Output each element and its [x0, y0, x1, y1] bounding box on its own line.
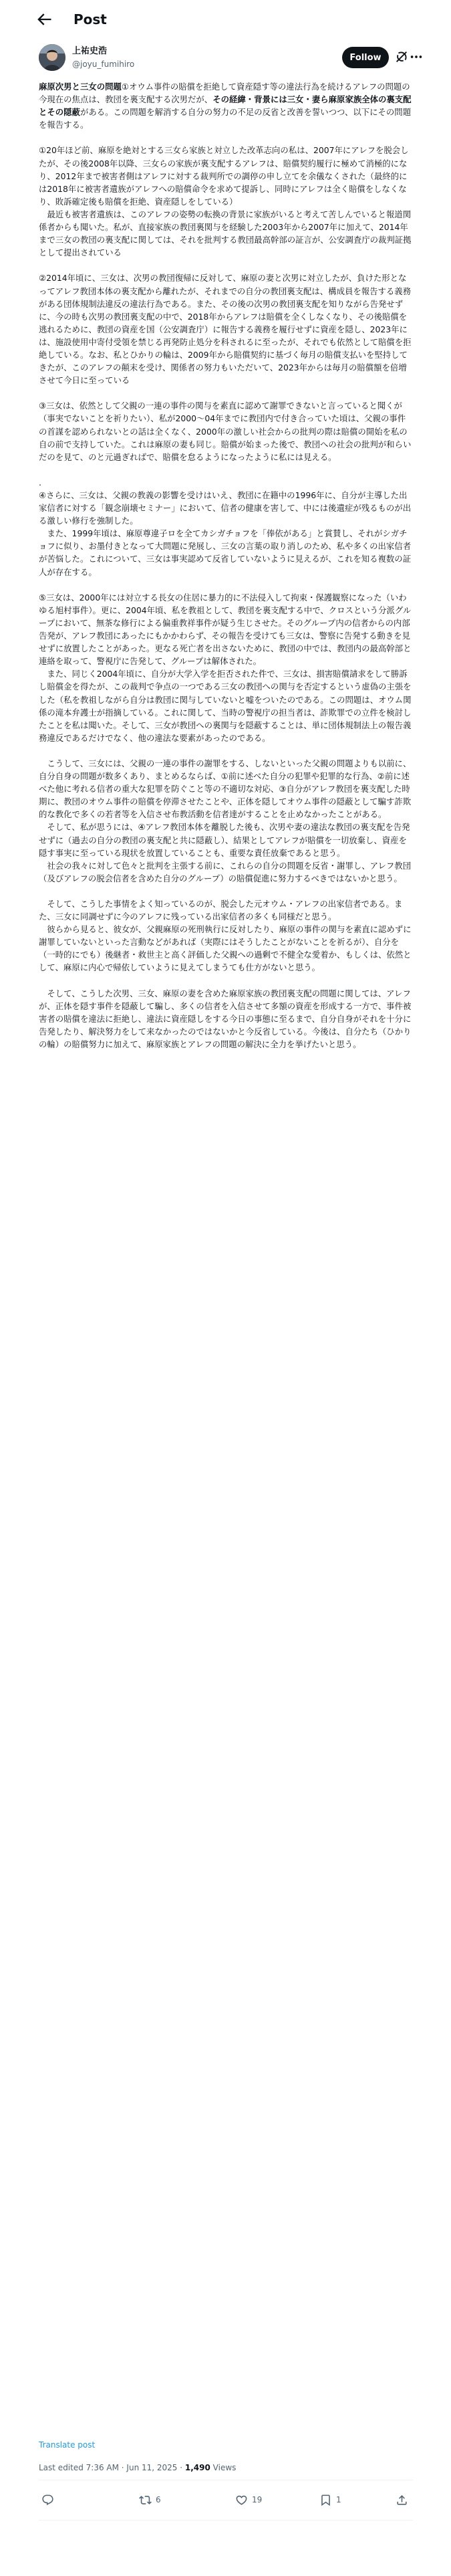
- translate-post-link[interactable]: Translate post: [39, 2440, 96, 2450]
- share-icon: [396, 2494, 408, 2506]
- post-text-segment: そして、こうした事情をよく知っているのが、脱会した元オウム・アレフの出家信者である。また、三女に同調せずに今のアレフに残っている出家信者の多くも同様だと思う。: [39, 899, 403, 922]
- back-arrow-icon[interactable]: [35, 10, 53, 29]
- paragraph-spacer: [39, 463, 413, 476]
- repost-count: 6: [156, 2495, 161, 2504]
- repost-icon: [139, 2494, 152, 2506]
- post-paragraph: [39, 476, 413, 489]
- post-text-segment: 社会の我々に対して色々と批判を主張する前に、これらの自分の問題を反省・謝罪し、アレフ教団（及びアレフの脱会信者を含めた自分のグループ）の賠償促進に努力するべきではないかと思う。: [39, 860, 412, 883]
- post-text-segment: 彼らから見ると、彼女が、父親麻原の死刑執行に反対したり、麻原の事件の関与を素直に認めずに謝罪していないといった言動などがあれば（実際にはそうしたことがないことを祈るが）、自分を（一時的にでも）後継者・救世主と高く評価した父親への過剰で不健全な愛着か、もしくは、依然として、麻原に内心で帰依していように見えてしまうても仕方がないと思う。: [39, 924, 412, 973]
- post-text-segment: ①オウム事件の賠償を拒絶して資産隠す等の違法行為を続けるアレフの問題の今現在の焦点は、教団を裏支配する次男だが、: [39, 82, 410, 105]
- post-text-segment: また、1999年頃は、麻原尊違子ロを全てカシガチョフを「俸依がある」と賞賛し、それがシガチョフに似り、お墨付きとなって大問題に発展し、三女の言葉の取り消しのため、私や多くの出家信者が苦悩した。これについて、三女は事実認めて反省していないように見えるが、これを知る複数の証人が存在する。: [39, 528, 412, 577]
- paragraph-spacer: [39, 974, 413, 987]
- paragraph-spacer: [39, 578, 413, 591]
- post-paragraph: [39, 399, 413, 463]
- bookmark-icon: [319, 2494, 332, 2506]
- post-paragraph: [39, 272, 413, 387]
- post-paragraph: [39, 591, 413, 668]
- post-paragraph: [39, 897, 413, 923]
- post-text-segment: ③三女は、依然として父親の一連の事件の関与を素直に認めて謝罪できないと言っていると聞くが（事実でないことを祈りたい）、私が2000〜04年までに教団内で付き合っていた頃は、父親の事件の首謀を認められないとの話は全くなく、2000年の激しい社会からの批判の際は賠償の開始を私の自の前で支持していた。これは麻原の妻も同じ。賠償が始まった後で、教団への社会の批判が和らいだのを見て、のと元過ぎればで、賠償を怠るようになったように私には見える。: [39, 401, 412, 462]
- meta-separator: ·: [177, 2463, 185, 2472]
- post-text-segment: ④さらに、三女は、父親の教義の影響を受けはいえ、教団に在籍中の1996年に、自分が主導した出家信者に対する「観念崩壊セミナー」において、信者の健康を害して、中には後遺症が残るものが出る激しい修行を強制した。: [39, 490, 412, 526]
- post-text-segment: .: [39, 477, 41, 488]
- more-icon[interactable]: [409, 49, 425, 66]
- post-text-segment: また、同じく2004年頃に、自分が大学入学を拒否された件で、三女は、損害賠償請求をして勝訴し賠償金を得たが、この裁判で争点の一つである三女の教団への関与を否定するという虚偽の主張をした（私を教祖しながら自分は教団に関与していないと嘘をついたのである。この問題は、オウム関係の滝本弁護士が指摘している。これに関して、当時の警視庁の担当者は、詐欺罪での立件を検討したことを私は聞いた。そして、三女が教団への裏関与を隠蔽することは、単に団体規制法上の報告義務違反であるだけでなく、他の違法な要素があったのである。: [39, 669, 412, 743]
- post-paragraph: [39, 821, 413, 859]
- author-row: [39, 44, 413, 74]
- top-bar: [0, 0, 451, 39]
- post-paragraph: [39, 667, 413, 744]
- post-text-segment: ⑤三女は、2000年には対立する長女の住居に暴力的に不法侵入して拘束・保護観察になった（いわゆる旭村事件）。更に、2004年頃、私を教祖として、教団を裏支配する中で、クロスという分派グループにおいて、無茶な修行による偏重教祥事件が疑う生じさせた。そのグループ内の信者からの内部告発が、アレフ教団にあったにもかかわらず、その報告を受けても三女は、警察に告発する動きを見せずに放置したことがあった。更なる死亡者を出さないために、教団の中では、教団内の最高幹部と連絡を取って、警視庁に告発して、グループは解体された。: [39, 592, 412, 667]
- post-text-bold: 麻原次男と三女の問題: [39, 82, 122, 92]
- post-text-segment: ①20年ほど前、麻原を絶対とする三女ら家族と対立した改革志向の私は、2007年にアレフを脱会したが、その後2008年以降、三女らの家族が裏支配するアレフは、賠償契約履行に極めて消極的になり、2012年まで被害者側はアレフに対する裁判所での調停の申し立てを余儀なくされた（最終的には2018年に被害者遺族がアレフへの賠償命令を求めて提訴し、同時にアレフは全く賠償をしなくなり、敗訴確定後も賠償を拒絶、資産隠しをしている）: [39, 145, 409, 207]
- post-text-segment: がある。この問題を解消する自分の努力の不足の反省と改善を誓いつつ、以下にその問題を報告する。: [39, 107, 412, 130]
- paragraph-spacer: [39, 387, 413, 399]
- post-text-segment: こうして、三女には、父親の一連の事件の謝罪をする、しないといった父親の問題よりも以前に、自分自身の問題が数多くあり、まとめるならば、①前に述べた自分の犯罪や犯罪的な行為、②前に述べた他に考れる信者の重大な犯罪を防ぐこと等の不適切な対応、③自分がアレフ教団を裏支配した時期に、教団のオウム事件の賠償を停滞させたことや、正体を隠してオウム事件の隠蔽として騙す詐欺的な教化で多くの若者等を入信させ布教活動を信者達がすることを止めなかったことがある。: [39, 758, 412, 820]
- like-count: 19: [252, 2495, 263, 2504]
- post-paragraph: [39, 859, 413, 885]
- repost-button[interactable]: [139, 2492, 161, 2508]
- post-text: [39, 80, 413, 1051]
- post-paragraph: [39, 757, 413, 821]
- follow-button[interactable]: Follow: [342, 47, 389, 68]
- post-paragraph: [39, 527, 413, 578]
- post-paragraph: [39, 489, 413, 527]
- page-title: Post: [73, 11, 107, 27]
- avatar[interactable]: [39, 44, 65, 71]
- share-button[interactable]: [396, 2492, 408, 2508]
- bookmark-count: 1: [336, 2495, 341, 2504]
- heart-icon: [235, 2494, 248, 2506]
- author-handle[interactable]: @joyu_fumihiro: [72, 60, 135, 69]
- post-text-bold: その経緯・背景には三女・妻ら麻原家族全体の裏支配とその隠蔽: [39, 94, 412, 118]
- reply-button[interactable]: [41, 2492, 58, 2508]
- post-text-segment: ②2014年頃に、三女は、次男の教団復帰に反対して、麻原の妻と次男に対立したが、負けた形となってアレフ教団本体の裏支配から離れたが、それまでの自分の教団裏支配は、構成員を報告する義務がある団体規制法違反の違法行為である。また、その後の次男の教団裏支配を知りながら告発せずに、今の時も次男の教団裏支配の中で、2018年からアレフは賠償を全くしなくなり、その後賠償を逃れるために、教団の資産を国（公安調査庁）に報告する義務を履行せずに資産を隠し、2023年には、施設使用中寄付受領を禁じる再発防止処分を科されるに至ったが、それでも依然として賠償を拒絶している。なお、私とひかりの輪は、2009年から賠償契約に基づく毎月の賠償支払いを堅持してきたが、このアレフの顛末を受け、関係者の努力もいただいて、2023年からは毎月の賠償額を倍増させて今日に至っている: [39, 273, 412, 386]
- reply-icon: [41, 2494, 54, 2506]
- post-text-segment: そして、こうした次男、三女、麻原の妻を含めた麻原家族の教団裏支配の問題に関しては、アレフが、正体を隠す事件を隠蔽して騙し、多くの信者を入信させて多額の資産を形成する一方で、事件被害者の賠償を違法に拒絶し、違法に資産隠しをする今日の事態に至るまで、自分自身がそれを十分に告発したり、解決努力をして来なかったのではないかと今反省している。今後は、自分たち（ひかりの輪）の賠償努力に加えて、麻原家族とアレフの問題の解決に全力を挙げたいと思う。: [39, 988, 412, 1050]
- post-paragraph: [39, 144, 413, 207]
- post-paragraph: [39, 80, 413, 131]
- bookmark-button[interactable]: [319, 2492, 341, 2508]
- paragraph-spacer: [39, 744, 413, 757]
- action-bar: [39, 2486, 413, 2513]
- post-text-segment: そして、私が思うには、④アレフ教団本体を離脱した後も、次男や妻の違法な教団の裏支配を告発せずに（過去の自分の教団の裏支配と共に隠蔽し）、結果としてアレフが賠償を一切放棄し、資産を隠す事実に至っている現状を放置していることも、重要な責任放棄であると思う。: [39, 822, 410, 858]
- post-paragraph: [39, 987, 413, 1051]
- post-text-segment: 最近も被害者遺族は、このアレフの姿勢の転換の背景に家族がいると考えて苦しんでいると報道関係者からも聞いた。私が、直接家族の教団裏関与を経験した2003年から2007年に加えて、2014年まで三女の教団の裏支配に関しては、それを批判する教団最高幹部の証言が、公安調査庁の裁判証拠として提出されている: [39, 209, 412, 258]
- grok-icon[interactable]: [394, 49, 410, 66]
- edited-timestamp[interactable]: Last edited 7:36 AM · Jun 11, 2025: [39, 2463, 178, 2472]
- paragraph-spacer: [39, 885, 413, 897]
- post-paragraph: [39, 923, 413, 974]
- post-meta: [39, 2462, 236, 2473]
- paragraph-spacer: [39, 131, 413, 144]
- author-name[interactable]: 上祐史浩: [72, 46, 108, 56]
- post-paragraph: [39, 208, 413, 259]
- views-label: Views: [210, 2463, 237, 2472]
- views-count: 1,490: [184, 2463, 210, 2472]
- like-button[interactable]: [235, 2492, 262, 2508]
- paragraph-spacer: [39, 259, 413, 272]
